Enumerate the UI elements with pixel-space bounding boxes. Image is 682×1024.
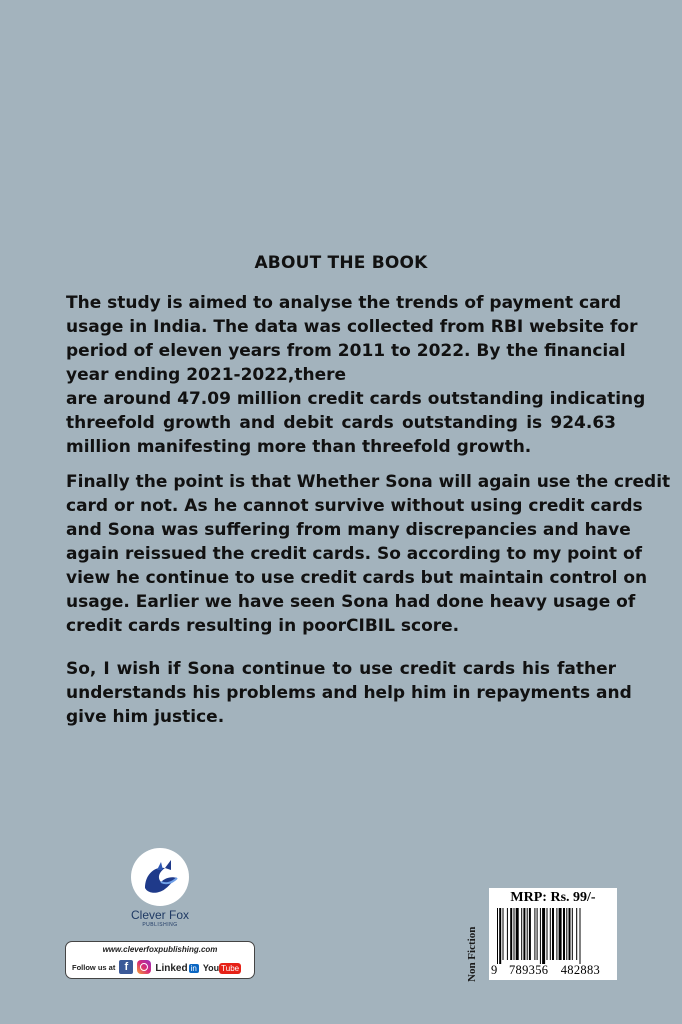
- publisher-name: Clever Fox: [130, 908, 189, 922]
- blurb-line: million manifesting more than threefold growth.: [66, 437, 532, 457]
- linkedin-text: Linked: [155, 963, 188, 974]
- youtube-text: You: [202, 963, 220, 973]
- blurb-line: again reissued the credit cards. So according to my point of: [66, 544, 643, 564]
- blurb-paragraph-3: [66, 657, 632, 729]
- blurb-line: Finally the point is that Whether Sona will again use the credit: [66, 472, 671, 492]
- website-link[interactable]: www.cleverfoxpublishing.com: [102, 945, 218, 954]
- mrp-label: MRP: Rs. 99/-: [510, 890, 596, 905]
- blurb-line: year ending 2021-2022,there: [66, 365, 347, 385]
- publisher-logo: [120, 848, 200, 938]
- blurb-line: So, I wish if Sona continue to use credit cards his father: [66, 659, 616, 679]
- blurb-line: and Sona was suffering from many discrepancies and have: [66, 520, 631, 540]
- isbn-prefix: 9: [491, 963, 498, 977]
- blurb-line: view he continue to use credit cards but maintain control on: [66, 568, 648, 588]
- barcode-icon: [495, 908, 611, 964]
- blurb-line: period of eleven years from 2011 to 2022. By the financial: [66, 341, 626, 361]
- follow-label: Follow us at: [72, 962, 116, 972]
- blurb-paragraph-2: [66, 470, 671, 638]
- publisher-sub: PUBLISHING: [142, 922, 178, 928]
- blurb-paragraph-1: [66, 291, 646, 459]
- blurb-line: usage in India. The data was collected from RBI website for: [66, 317, 638, 337]
- youtube-badge: Tube: [221, 964, 240, 973]
- blurb-line: card or not. As he cannot survive without using credit cards: [66, 496, 643, 516]
- instagram-icon[interactable]: [137, 960, 151, 974]
- social-row: [72, 958, 241, 976]
- blurb-line: The study is aimed to analyse the trends of payment card: [66, 293, 622, 313]
- blurb-line: are around 47.09 million credit cards outstanding indicating: [66, 389, 646, 409]
- blurb-line: understands his problems and help him in repayments and: [66, 683, 632, 703]
- linkedin-icon[interactable]: [155, 958, 198, 976]
- about-heading: ABOUT THE BOOK: [254, 253, 428, 273]
- linkedin-badge: in: [190, 964, 197, 973]
- social-box: [65, 941, 255, 979]
- isbn-group-1: 789356: [509, 963, 549, 977]
- genre-label: Non Fiction: [466, 926, 478, 982]
- blurb-line: credit cards resulting in poorCIBIL score.: [66, 616, 460, 636]
- isbn-digits: [491, 963, 617, 978]
- blurb-line: usage. Earlier we have seen Sona had done heavy usage of: [66, 592, 636, 612]
- facebook-icon[interactable]: f: [119, 960, 133, 974]
- isbn-group-2: 482883: [560, 963, 601, 977]
- fox-icon: [131, 848, 189, 906]
- barcode-box: [489, 888, 617, 980]
- blurb-line: threefold growth and debit cards outstanding is 924.63: [66, 413, 616, 433]
- blurb-line: give him justice.: [66, 707, 225, 727]
- youtube-icon[interactable]: [203, 958, 241, 976]
